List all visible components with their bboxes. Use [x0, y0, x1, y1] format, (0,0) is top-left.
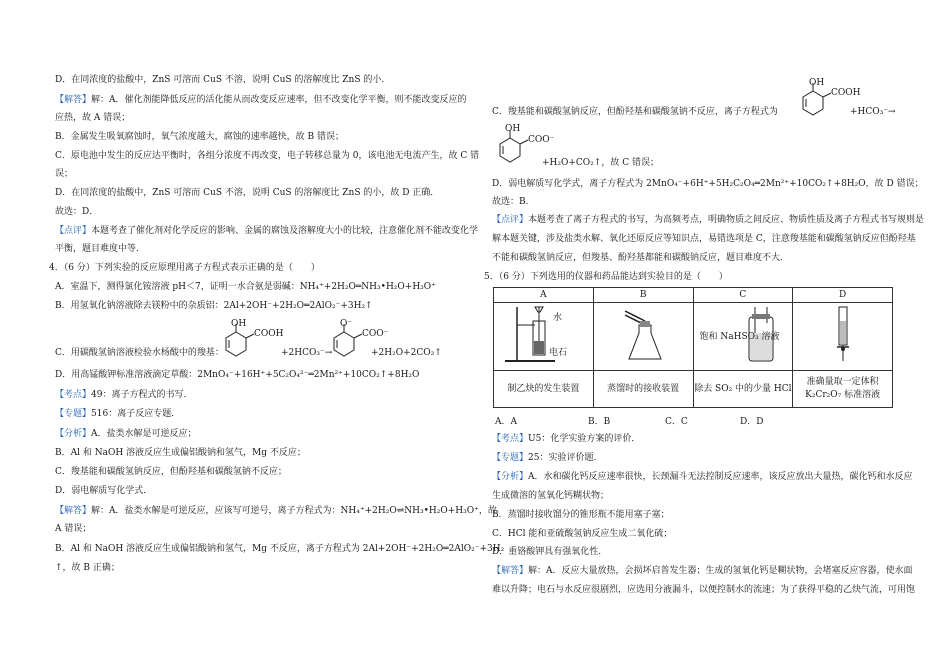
q4-answer-line-1: 【解答】解：A．盐类水解是可逆反应，应该写可逆号，离子方程式为：NH₄⁺+2H₂O⇌NH₃•H₂O+H₃O⁺，故 [55, 506, 497, 516]
q4-comment-line-3: 不能和碳酸氢钠反应，但羧基、酚羟基都能和碳酸钠反应，题目难度不大． [492, 253, 790, 263]
q5-stem: 5．（6 分）下列选用的仪器和药品能达到实验目的是（ ） [484, 272, 728, 282]
q4-analysis-line-2: B．Al 和 NaOH 溶液反应生成偏铝酸钠和氢气，Mg 不反应； [55, 448, 306, 458]
answer-tag: 【解答】 [55, 95, 92, 105]
q4-option-c-end: +2H₂O+2CO₂↑ [371, 348, 442, 358]
oh-label: OH [505, 124, 521, 134]
q3-comment-line-1: 【点评】本题考查了催化剂对化学反应的影响、金属的腐蚀及溶解度大小的比较，注意催化剂不能改变化学 [55, 226, 479, 236]
q4-answer-c-line-2: +H₂O+CO₂↑，故 C 错误； [542, 158, 659, 168]
burette-diagram [795, 303, 891, 367]
q3-comment-line-2: 平衡，题目难度中等． [55, 244, 146, 254]
coo-minus-label: COO⁻ [528, 135, 555, 145]
q3-answer-line-5: 误； [55, 169, 74, 179]
cooh-label: COOH [831, 88, 861, 98]
table-header: C [693, 288, 793, 303]
acetylene-generator-diagram [495, 303, 591, 367]
distillation-receiver-diagram [595, 303, 691, 367]
fenxi-tag: 【分析】 [55, 429, 92, 439]
fenxi-tag: 【分析】 [492, 472, 529, 482]
caption-c: 除去 SO₂ 中的少量 HCl [693, 371, 793, 408]
caption-b: 蒸馏时的接收装置 [593, 371, 693, 408]
coo-minus-label: COO⁻ [362, 329, 389, 339]
q4-comment-line-2: 解本题关键，涉及盐类水解、氧化还原反应等知识点，易错选项是 C，注意羧基能和碳酸氢钠反应但酚羟基 [492, 234, 916, 244]
q5-answer-line-1: 【解答】解：A．反应大量放热，会损坏启普发生器；生成的氢氧化钙是糊状物，会堵塞反应容器，使水面 [492, 566, 913, 576]
zhuanti-tag: 【专题】 [55, 409, 92, 419]
q4-option-c-mid: +2HCO₃⁻→ [281, 348, 333, 358]
q4-stem: 4．（6 分）下列实验的反应原理用离子方程式表示正确的是（ ） [49, 263, 320, 273]
q4-zhuanti: 【专题】516：离子反应专题． [55, 409, 181, 419]
comment-tag: 【点评】 [492, 215, 529, 225]
q3-answer-line-2: 应热，故 A 错误； [55, 113, 131, 123]
q3-answer-line-3: B．金属发生吸氧腐蚀时，氧气浓度越大，腐蚀的速率越快，故 B 错误； [55, 132, 344, 142]
q5-analysis-line-1: 【分析】A．水和碳化钙反应速率很快，长颈漏斗无法控制反应速率，该反应放出大量热，碳化钙和水反应 [492, 472, 913, 482]
q3-answer-line-1: 【解答】解：A．催化剂能降低反应的活化能从而改变反应速率，但不改变化学平衡，则不能改变反应的 [55, 95, 467, 105]
q4-answer-c-arrow: +HCO₃⁻→ [850, 107, 896, 117]
q5-zhuanti: 【专题】25：实验评价题． [492, 453, 603, 463]
calcium-carbide-label: 电石 [549, 348, 568, 358]
table-header: A [494, 288, 594, 303]
q5-option-a: A．A [495, 417, 517, 427]
q4-option-a: A．室温下，测得氯化铵溶液 pH＜7，证明一水合氨是弱碱：NH₄⁺+2H₂O═NH₃•H₂O+H₃O⁺ [55, 282, 436, 292]
caption-a: 制乙炔的发生装置 [494, 371, 594, 408]
kaodian-tag: 【考点】 [55, 390, 92, 400]
q4-choice: 故选：B． [492, 197, 535, 207]
q5-option-c: C．C [665, 417, 688, 427]
oh-label: OH [231, 319, 247, 329]
table-header: D [793, 288, 893, 303]
zhuanti-tag: 【专题】 [492, 453, 529, 463]
apparatus-c-cell [693, 303, 793, 371]
q5-answer-line-2: 难以升降；电石与水反应很剧烈，应选用分液漏斗，以便控制水的流速；为了获得平稳的乙炔气流，可用饱 [492, 585, 916, 595]
q4-comment-line-1: 【点评】本题考查了离子方程式的书写，为高频考点，明确物质之间反应、物质性质及离子方程式书写规则是 [492, 215, 925, 225]
q4-analysis-line-1: 【分析】A．盐类水解是可逆反应； [55, 429, 197, 439]
q3-choice: 故选：D． [55, 207, 99, 217]
q4-answer-line-4: ↑，故 B 正确； [55, 563, 120, 573]
q5-analysis-line-2: 生成微溶的氢氧化钙糊状物； [492, 491, 610, 501]
q4-option-d: D．用高锰酸钾标准溶液滴定草酸：2MnO₄⁻+16H⁺+5C₂O₄²⁻═2Mn²⁺+10CO₂↑+8H₂O [55, 370, 420, 380]
kaodian-tag: 【考点】 [492, 434, 529, 444]
caption-d: 准确量取一定体积 K₂Cr₂O₇ 标准溶液 [793, 371, 893, 408]
apparatus-table [493, 287, 893, 408]
q5-option-b: B．B [588, 417, 611, 427]
q4-answer-c-line-1: C．羧基能和碳酸氢钠反应，但酚羟基和碳酸氢钠不反应，离子方程式为 [492, 107, 778, 117]
q4-option-b: B．用氢氧化钠溶液除去镁粉中的杂质铝：2Al+2OH⁻+2H₂O═2AlO₂⁻+3H₂↑ [55, 301, 373, 311]
q5-analysis-line-3: B．蒸馏时接收馏分的锥形瓶不能用塞子塞； [492, 510, 670, 520]
water-label: 水 [553, 313, 563, 323]
q5-analysis-line-5: D．重铬酸钾具有强氧化性． [492, 547, 608, 557]
comment-tag: 【点评】 [55, 226, 92, 236]
o-minus-label: O⁻ [340, 319, 353, 329]
q5-analysis-line-4: C．HCl 能和亚硫酸氢钠反应生成二氧化硫； [492, 529, 673, 539]
q4-kaodian: 【考点】49：离子方程式的书写． [55, 390, 193, 400]
table-header: B [593, 288, 693, 303]
answer-tag: 【解答】 [492, 566, 529, 576]
q4-analysis-line-4: D．弱电解质写化学式． [55, 486, 153, 496]
apparatus-d-cell [793, 303, 893, 371]
q3-answer-line-4: C．原电池中发生的反应达平衡时，各组分浓度不再改变，电子转移总量为 0，该电池无电流产生，故 C 错 [55, 151, 480, 161]
q4-option-c-text: C．用碳酸氢钠溶液检验水杨酸中的羧基： [55, 348, 224, 358]
q4-answer-d: D．弱电解质写化学式，离子方程式为 2MnO₄⁻+6H⁺+5H₂C₂O₄═2Mn²⁺+10CO₂↑+8H₂O，故 D 错误； [492, 179, 924, 189]
answer-tag: 【解答】 [55, 506, 92, 516]
apparatus-b-cell [593, 303, 693, 371]
cooh-label: COOH [254, 329, 284, 339]
q3-option-d: D．在同浓度的盐酸中，ZnS 可溶而 CuS 不溶，说明 CuS 的溶解度比 ZnS 的小． [55, 75, 391, 85]
nahso3-label: 饱和 NaHSO₃ 溶液 [699, 332, 780, 342]
q4-answer-line-2: A 错误； [55, 524, 92, 534]
q4-analysis-line-3: C．羧基能和碳酸氢钠反应，但酚羟基和碳酸氢钠不反应； [55, 467, 287, 477]
q5-kaodian: 【考点】U5：化学实验方案的评价． [492, 434, 641, 444]
q3-answer-line-6: D．在同浓度的盐酸中，ZnS 可溶而 CuS 不溶，说明 CuS 的溶解度比 ZnS 的小，故 D 正确． [55, 188, 440, 198]
apparatus-a-cell [494, 303, 594, 371]
oh-label: OH [809, 78, 825, 88]
q4-answer-line-3: B．Al 和 NaOH 溶液反应生成偏铝酸钠和氢气，Mg 不反应，离子方程式为 2Al+2OH⁻+2H₂O═2AlO₂⁻+3H₂ [55, 544, 505, 554]
q5-option-d: D．D [740, 417, 764, 427]
